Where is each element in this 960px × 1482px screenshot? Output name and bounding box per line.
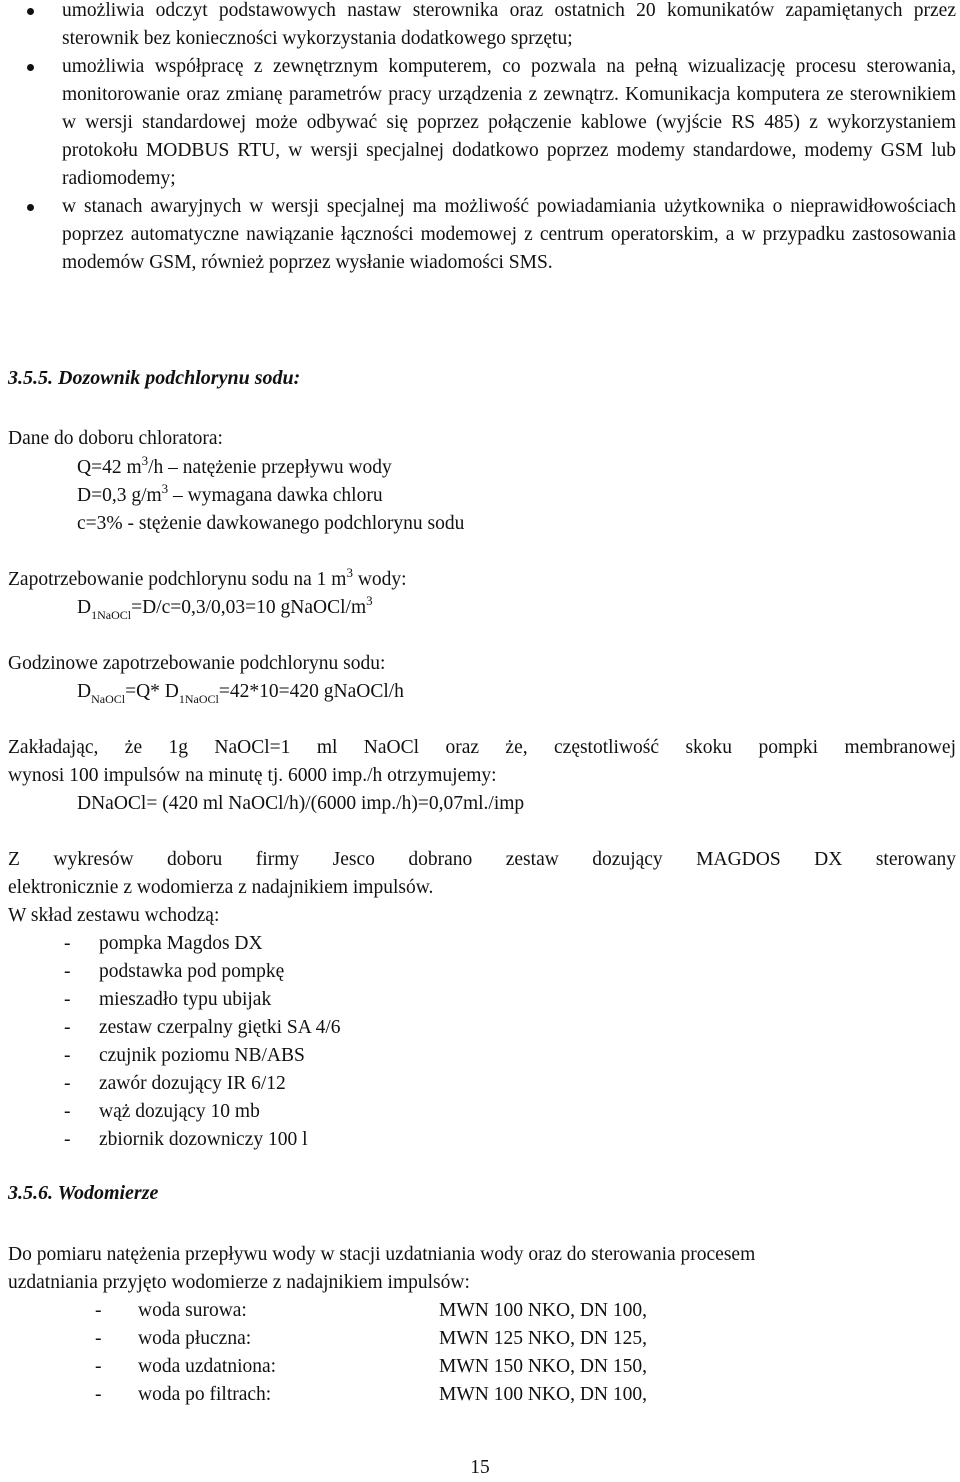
meter-row: - woda po filtrach: MWN 100 NKO, DN 100, [8, 1381, 956, 1409]
dane-label-text: Dane do doboru chloratora: [8, 428, 223, 449]
zap-label-a: Zapotrzebowanie podchlorynu sodu na 1 m [8, 569, 347, 590]
list-item: - zbiornik dozowniczy 100 l [8, 1126, 956, 1154]
sklad-list [8, 930, 956, 1154]
dane-label [8, 425, 956, 453]
zap-sup: 3 [346, 564, 353, 580]
meter-spec: MWN 150 NKO, DN 150, [439, 1356, 647, 1377]
meter-name: woda surowa: [138, 1300, 247, 1321]
q-line [8, 454, 956, 482]
zap-formula-sup: 3 [366, 592, 373, 608]
meter-row: - woda uzdatniona: MWN 150 NKO, DN 150, [8, 1353, 956, 1381]
godzinowe-formula [8, 678, 956, 706]
zapotrzebowanie-formula [8, 594, 956, 622]
zakl-line2: wynosi 100 impulsów na minutę tj. 6000 imp./h otrzymujemy: [8, 765, 497, 786]
godz-sub1: NaOCl [91, 691, 126, 706]
godz-label-text: Godzinowe zapotrzebowanie podchlorynu sodu: [8, 653, 386, 674]
meter-name: woda płuczna: [138, 1328, 252, 1349]
zapotrzebowanie-label [8, 566, 956, 594]
list-item: - podstawka pod pompkę [8, 958, 956, 986]
section-heading-355: 3.5.5. Dozownik podchlorynu sodu: [8, 367, 301, 389]
jesco-line2: elektronicznie z wodomierza z nadajnikiem impulsów. [8, 877, 434, 898]
list-item: - wąż dozujący 10 mb [8, 1098, 956, 1126]
list-item: - zestaw czerpalny giętki SA 4/6 [8, 1014, 956, 1042]
list-item [8, 0, 956, 53]
d-text-b: – wymagana dawka chloru [168, 485, 383, 506]
list-item: - zawór dozujący IR 6/12 [8, 1070, 956, 1098]
meter-spec: MWN 100 NKO, DN 100, [439, 1384, 647, 1405]
meter-spec: MWN 100 NKO, DN 100, [439, 1300, 647, 1321]
d-line [8, 482, 956, 510]
bullet-text: umożliwia odczyt podstawowych nastaw sterownika oraz ostatnich 20 komunikatów zapamiętanych przez sterownik bez konieczności wykorzystania dodatkowego sprzętu; [62, 0, 956, 49]
wodomierze-intro [8, 1241, 956, 1297]
c-text: c=3% - stężenie dawkowanego podchlorynu sodu [77, 513, 465, 534]
zakladajac-paragraph [8, 734, 956, 818]
bullet-list [8, 0, 956, 277]
jesco-paragraph [8, 846, 956, 1154]
sklad-label: W skład zestawu wchodzą: [8, 905, 220, 926]
d-sup: 3 [161, 480, 169, 496]
zap-formula-a: D [77, 597, 92, 618]
list-item: - czujnik poziomu NB/ABS [8, 1042, 956, 1070]
meter-row: - woda surowa: MWN 100 NKO, DN 100, [8, 1297, 956, 1325]
q-text-a: Q=42 m [77, 457, 142, 478]
bullet-text: w stanach awaryjnych w wersji specjalnej ma możliwość powiadamiania użytkownika o nieprawidłowościach poprzez automatyczne nawiązanie łączności modemowej z centrum operatorskim, a w przypadku zastosowania modemów GSM, również poprzez wysłanie wiadomości SMS. [62, 196, 956, 273]
zap-formula-b: =D/c=0,3/0,03=10 gNaOCl/m [131, 597, 367, 618]
zakl-line3: DNaOCl= (420 ml NaOCl/h)/(6000 imp./h)=0,07ml./imp [77, 793, 525, 814]
meters-list [8, 1297, 956, 1409]
intro-line1: Do pomiaru natężenia przepływu wody w stacji uzdatniania wody oraz do sterowania procesem [8, 1244, 756, 1265]
list-item: - mieszadło typu ubijak [8, 986, 956, 1014]
meter-spec: MWN 125 NKO, DN 125, [439, 1328, 647, 1349]
godz-b: =Q* D [125, 681, 179, 702]
list-item [8, 53, 956, 193]
meter-name: woda po filtrach: [138, 1384, 272, 1405]
meter-row: - woda płuczna: MWN 125 NKO, DN 125, [8, 1325, 956, 1353]
godzinowe-label [8, 650, 956, 678]
zap-label-b: wody: [352, 569, 407, 590]
godz-sub2: 1NaOCl [178, 691, 219, 706]
jesco-line1: Z wykresów doboru firmy Jesco dobrano zestaw dozujący MAGDOS DX sterowany [8, 849, 956, 870]
list-item: - pompka Magdos DX [8, 930, 956, 958]
d-text-a: D=0,3 g/m [77, 485, 162, 506]
intro-line2: uzdatniania przyjęto wodomierze z nadajnikiem impulsów: [8, 1272, 470, 1293]
bullet-text: umożliwia współpracę z zewnętrznym komputerem, co pozwala na pełną wizualizację procesu sterowania, monitorowanie oraz zmianę parametrów pracy urządzenia z zewnątrz. Komunikacja komputera ze sterownikiem w wersji standardowej może odbywać się poprzez połączenie kablowe (wyjście RS 485) z wykorzystaniem protokołu MODBUS RTU, w wersji specjalnej dodatkowo poprzez modemy standardowe, modemy GSM lub radiomodemy; [62, 56, 956, 189]
zap-formula-sub: 1NaOCl [91, 607, 132, 622]
q-text-b: /h – natężenie przepływu wody [148, 457, 392, 478]
zakl-line1: Zakładając, że 1g NaOCl=1 ml NaOCl oraz że, częstotliwość skoku pompki membranowej [8, 737, 956, 758]
meter-name: woda uzdatniona: [138, 1356, 277, 1377]
godz-c: =42*10=420 gNaOCl/h [218, 681, 404, 702]
list-item [8, 193, 956, 277]
godz-a: D [77, 681, 92, 702]
page-number: 15 [470, 1457, 490, 1478]
c-line [8, 510, 956, 538]
q-sup: 3 [141, 452, 149, 468]
section-heading-356: 3.5.6. Wodomierze [8, 1182, 159, 1204]
